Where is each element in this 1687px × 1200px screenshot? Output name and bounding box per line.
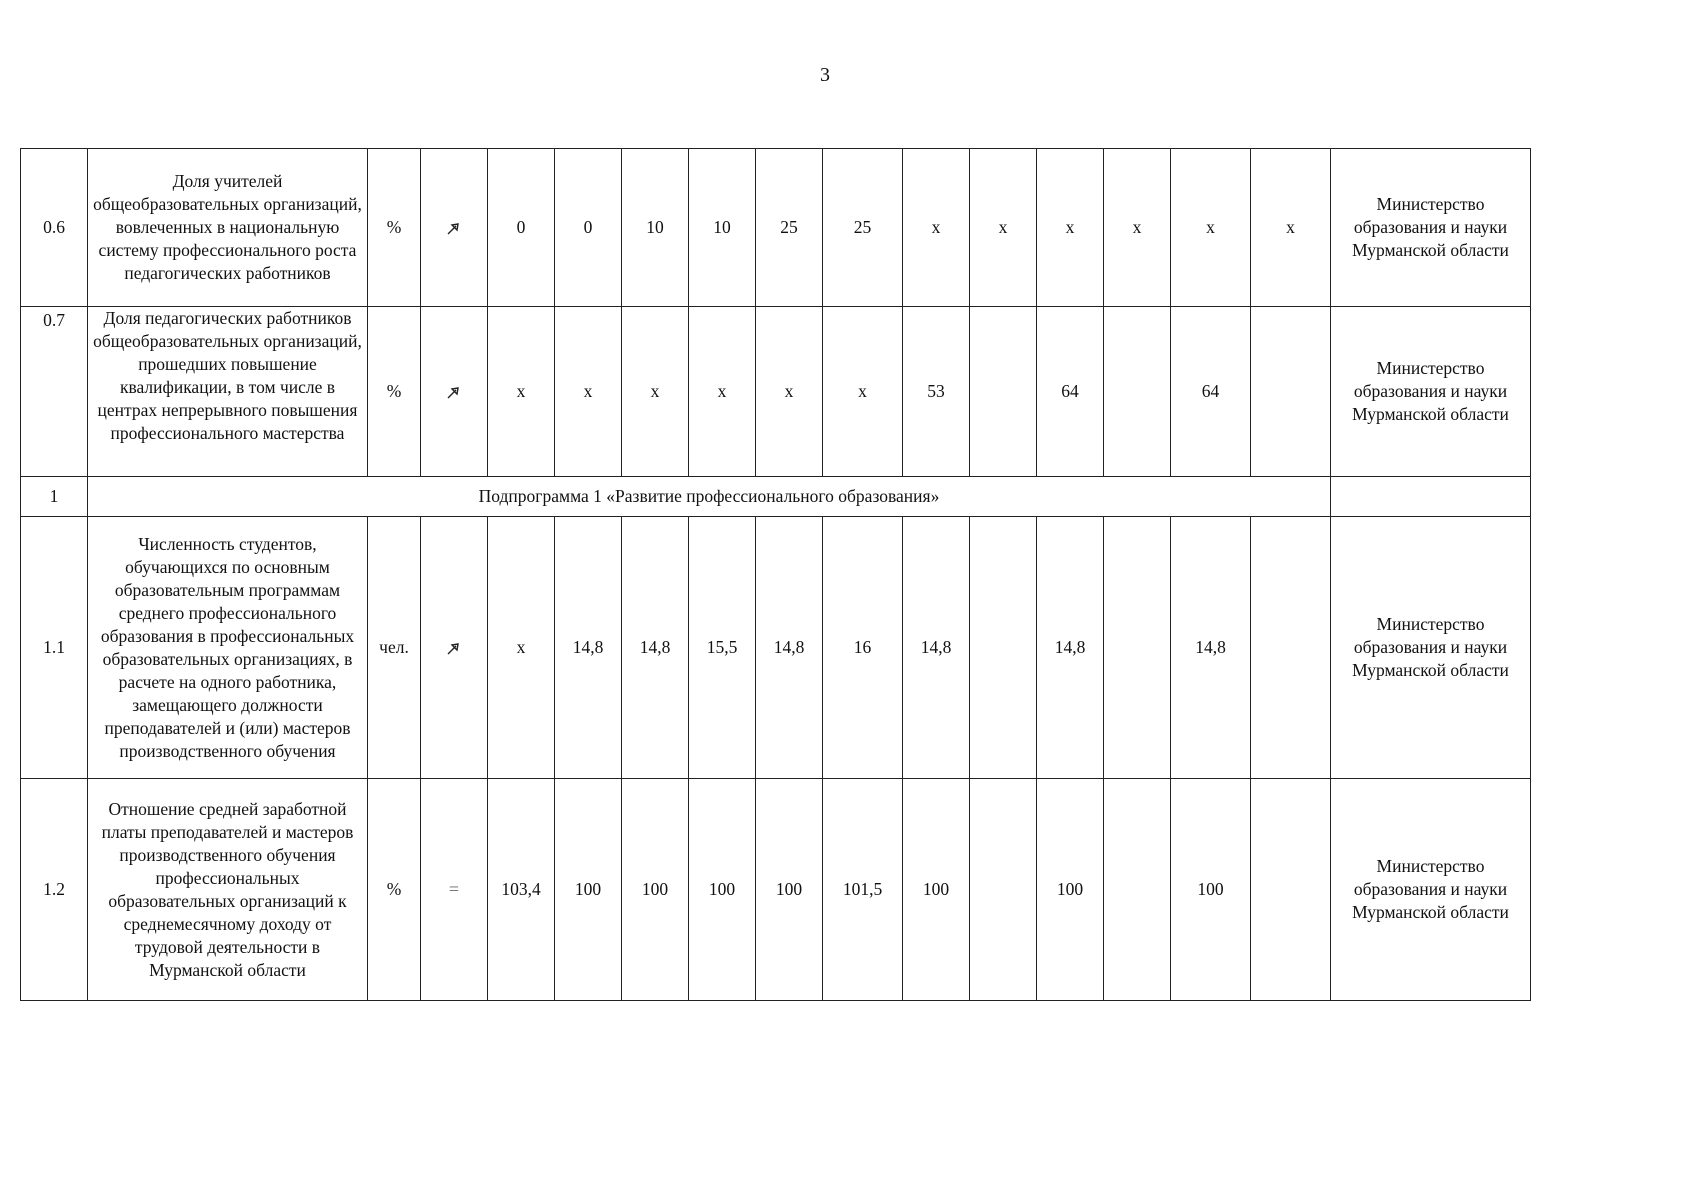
agency-cell: Министерство образования и науки Мурманской области (1331, 517, 1531, 779)
value-cell: 101,5 (823, 779, 903, 1001)
up-right-arrow-icon (445, 221, 463, 237)
value-cell: 100 (903, 779, 970, 1001)
row-number: 0.7 (21, 307, 88, 477)
value-cell: 100 (555, 779, 622, 1001)
value-cell: х (903, 149, 970, 307)
page-number: 3 (820, 64, 830, 86)
subprogram-row (21, 477, 1531, 517)
indicators-table-wrapper (20, 148, 1531, 1001)
up-right-arrow-icon (445, 641, 463, 657)
trend-cell (421, 307, 488, 477)
value-cell (1251, 517, 1331, 779)
row-number: 1.2 (21, 779, 88, 1001)
value-cell: 0 (488, 149, 555, 307)
value-cell: 64 (1037, 307, 1104, 477)
agency-cell: Министерство образования и науки Мурманской области (1331, 779, 1531, 1001)
agency-cell: Министерство образования и науки Мурманской области (1331, 149, 1531, 307)
value-cell: х (823, 307, 903, 477)
indicator-name: Доля педагогических работников общеобразовательных организаций, прошедших повышение квалификации, в том числе в центрах непрерывного повышения профессионального мастерства (88, 307, 368, 477)
value-cell: 14,8 (1171, 517, 1251, 779)
value-cell: 103,4 (488, 779, 555, 1001)
agency-cell: Министерство образования и науки Мурманской области (1331, 307, 1531, 477)
value-cell (1251, 307, 1331, 477)
value-cell (970, 779, 1037, 1001)
up-right-arrow-icon (445, 385, 463, 401)
indicator-name: Отношение средней заработной платы преподавателей и мастеров производственного обучения профессиональных образовательных организаций к среднемесячному доходу от трудовой деятельности в Мурманской области (88, 779, 368, 1001)
value-cell: х (622, 307, 689, 477)
value-cell: 25 (823, 149, 903, 307)
row-number: 1.1 (21, 517, 88, 779)
value-cell: 14,8 (622, 517, 689, 779)
value-cell: 25 (756, 149, 823, 307)
unit-cell: % (368, 307, 421, 477)
value-cell: 53 (903, 307, 970, 477)
table-row (21, 779, 1531, 1001)
value-cell: 15,5 (689, 517, 756, 779)
value-cell: х (1104, 149, 1171, 307)
trend-cell (421, 517, 488, 779)
agency-cell (1331, 477, 1531, 517)
value-cell: х (756, 307, 823, 477)
trend-cell (421, 149, 488, 307)
unit-cell: чел. (368, 517, 421, 779)
value-cell: 0 (555, 149, 622, 307)
value-cell: 64 (1171, 307, 1251, 477)
value-cell: х (970, 149, 1037, 307)
value-cell: х (1171, 149, 1251, 307)
value-cell: х (689, 307, 756, 477)
value-cell: 10 (622, 149, 689, 307)
value-cell (1104, 307, 1171, 477)
row-number: 1 (21, 477, 88, 517)
value-cell: х (555, 307, 622, 477)
value-cell: 14,8 (1037, 517, 1104, 779)
indicator-name: Численность студентов, обучающихся по основным образовательным программам среднего профессионального образования в профессиональных образовательных организациях, в расчете на одного работника, замещающего должности преподавателей и (или) мастеров производственного обучения (88, 517, 368, 779)
value-cell (1104, 517, 1171, 779)
value-cell: 100 (756, 779, 823, 1001)
indicator-name: Доля учителей общеобразовательных организаций, вовлеченных в национальную систему профессионального роста педагогических работников (88, 149, 368, 307)
value-cell: 100 (1171, 779, 1251, 1001)
indicators-table (20, 148, 1531, 1001)
value-cell: 100 (622, 779, 689, 1001)
unit-cell: % (368, 149, 421, 307)
value-cell: х (488, 517, 555, 779)
value-cell: 14,8 (555, 517, 622, 779)
table-row (21, 307, 1531, 477)
value-cell: 100 (1037, 779, 1104, 1001)
value-cell (970, 307, 1037, 477)
table-row (21, 149, 1531, 307)
value-cell (970, 517, 1037, 779)
table-row (21, 517, 1531, 779)
unit-cell: % (368, 779, 421, 1001)
row-number: 0.6 (21, 149, 88, 307)
value-cell: 14,8 (903, 517, 970, 779)
value-cell: 100 (689, 779, 756, 1001)
value-cell: 10 (689, 149, 756, 307)
equals-icon: = (448, 879, 460, 899)
subprogram-title: Подпрограмма 1 «Развитие профессионального образования» (88, 477, 1331, 517)
value-cell: х (488, 307, 555, 477)
value-cell: х (1037, 149, 1104, 307)
value-cell: 14,8 (756, 517, 823, 779)
value-cell (1251, 779, 1331, 1001)
trend-cell (421, 779, 488, 1001)
value-cell: х (1251, 149, 1331, 307)
value-cell (1104, 779, 1171, 1001)
value-cell: 16 (823, 517, 903, 779)
